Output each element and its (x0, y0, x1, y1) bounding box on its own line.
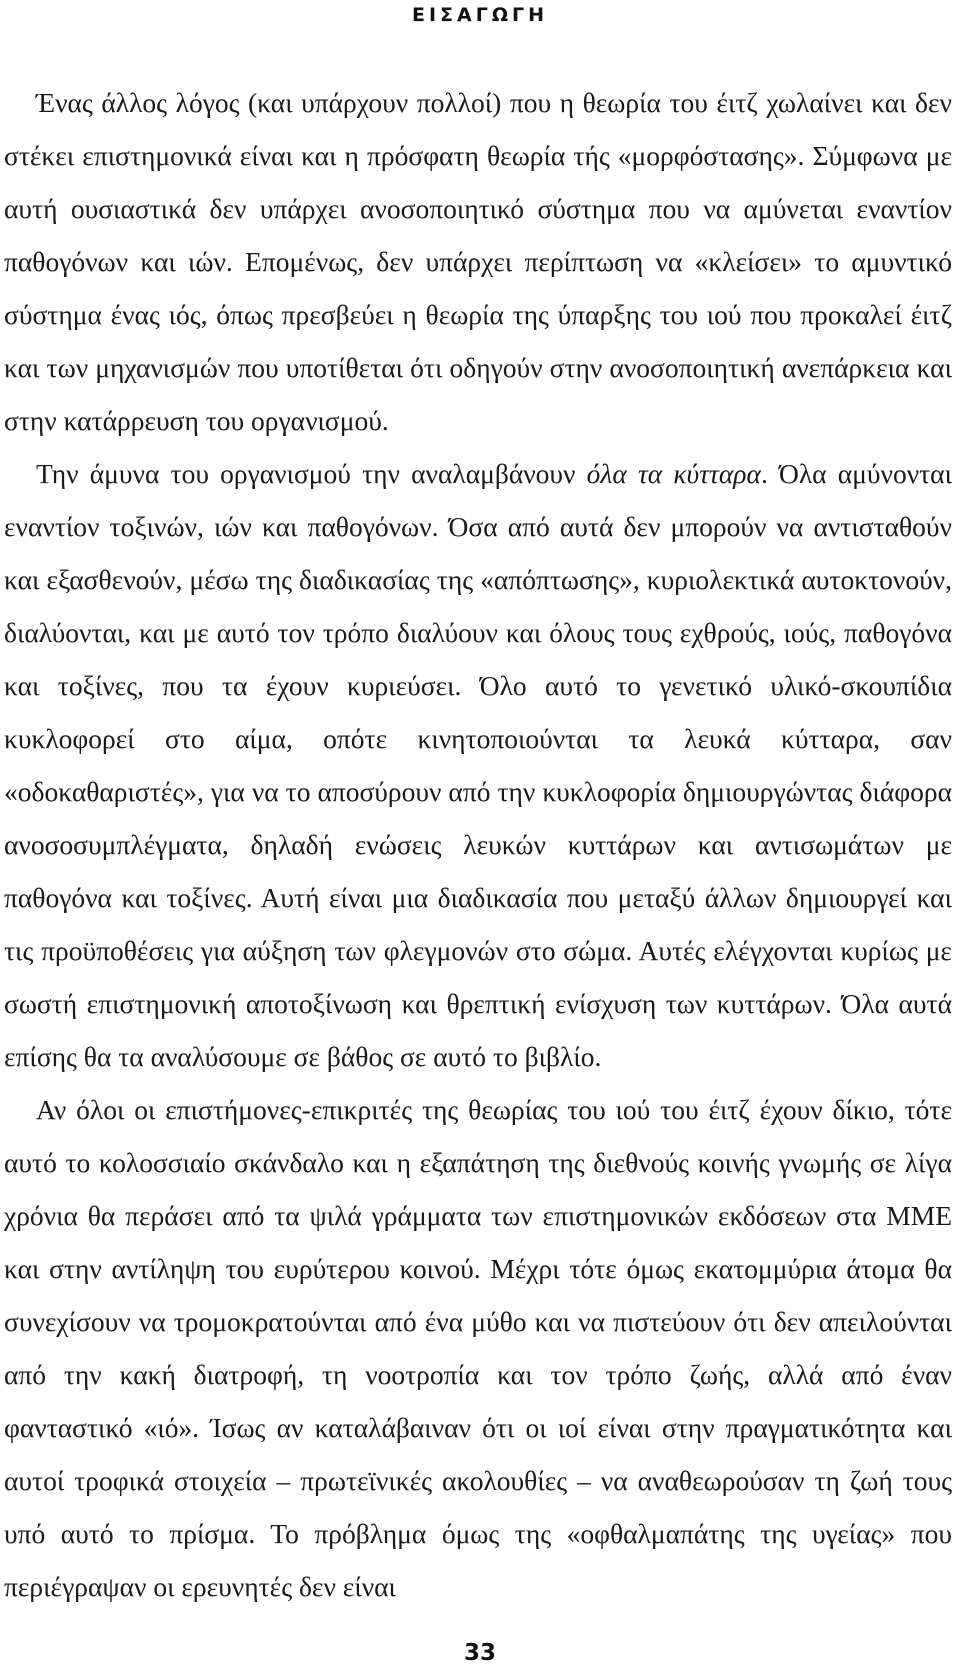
paragraph-3 (4, 1083, 952, 1613)
paragraph-1 (4, 76, 952, 447)
running-head: ΕΙΣΑΓΩΓΗ (412, 4, 548, 26)
paragraph-text: Αν όλοι οι επιστήμονες-επικριτές της θεωρίας του ιού του έιτζ έχουν δίκιο, τότε αυτό το κολοσσιαίο σκάνδαλο και η εξαπάτηση της διεθνούς κοινής γνωμής σε λίγα χρόνια θα περάσει από τα ψιλά γράμματα των επιστημονικών εκδόσεων στα ΜΜΕ και στην αντίληψη του ευρύτερου κοινού. Μέχρι τότε όμως εκατομμύρια άτομα θα συνεχίσουν να τρομοκρατούνται από ένα μύθο και να πιστεύουν ότι δεν απειλούνται από την κακή διατροφή, τη νοοτροπία και τον τρόπο ζωής, αλλά από έναν φανταστικό «ιό». Ίσως αν καταλάβαιναν ότι οι ιοί είναι στην πραγματικότητα και αυτοί τροφικά στοιχεία – πρωτεϊνικές ακολουθίες – να αναθεωρούσαν τη ζωή τους υπό αυτό το πρίσμα. Το πρόβλημα όμως της «οφθαλμαπάτης της υγείας» που περιέγραψαν οι ερευνητές δεν είναι (4, 1094, 952, 1602)
page-number: 33 (463, 1640, 496, 1666)
paragraph-text: Ένας άλλος λόγος (και υπάρχουν πολλοί) που η θεωρία του έιτζ χωλαίνει και δεν στέκει επιστημονικά είναι και η πρόσφατη θεωρία τής «μορφόστασης». Σύμφωνα με αυτή ουσιαστικά δεν υπάρχει ανοσοποιητικό σύστημα που να αμύνεται εναντίον παθογόνων και ιών. Επομένως, δεν υπάρχει περίπτωση να «κλείσει» το αμυντικό σύστημα ένας ιός, όπως πρεσβεύει η θεωρία της ύπαρξης του ιού που προκαλεί έιτζ και των μηχανισμών που υποτίθεται ότι οδηγούν στην ανοσοποιητική ανεπάρκεια και στην κατάρρευση του οργανισμού. (4, 87, 952, 436)
emphasis-text: όλα τα κύτταρα (586, 458, 761, 489)
paragraph-2 (4, 447, 952, 1083)
paragraph-text: . Όλα αμύνονται εναντίον τοξινών, ιών και παθογόνων. Όσα από αυτά δεν μπορούν να αντισταθούν και εξασθενούν, μέσω της διαδικασίας της «απόπτωσης», κυριολεκτικά αυτοκτονούν, διαλύονται, και με αυτό τον τρόπο διαλύουν και όλους τους εχθρούς, ιούς, παθογόνα και τοξίνες, που τα έχουν κυριεύσει. Όλο αυτό το γενετικό υλικό-σκουπίδια κυκλοφορεί στο αίμα, οπότε κινητοποιούνται τα λευκά κύτταρα, σαν «οδοκαθαριστές», για να το αποσύρουν από την κυκλοφορία δημιουργώντας διάφορα ανοσοσυμπλέγματα, δηλαδή ενώσεις λευκών κυττάρων και αντισωμάτων με παθογόνα και τοξίνες. Αυτή είναι μια διαδικασία που μεταξύ άλλων δημιουργεί και τις προϋποθέσεις για αύξηση των φλεγμονών στο σώμα. Αυτές ελέγχονται κυρίως με σωστή επιστημονική αποτοξίνωση και θρεπτική ενίσχυση των κυττάρων. Όλα αυτά επίσης θα τα αναλύσουμε σε βάθος σε αυτό το βιβλίο. (4, 458, 952, 1072)
body-text (4, 76, 952, 1613)
paragraph-text: Την άμυνα του οργανισμού την αναλαμβάνουν (36, 458, 587, 489)
